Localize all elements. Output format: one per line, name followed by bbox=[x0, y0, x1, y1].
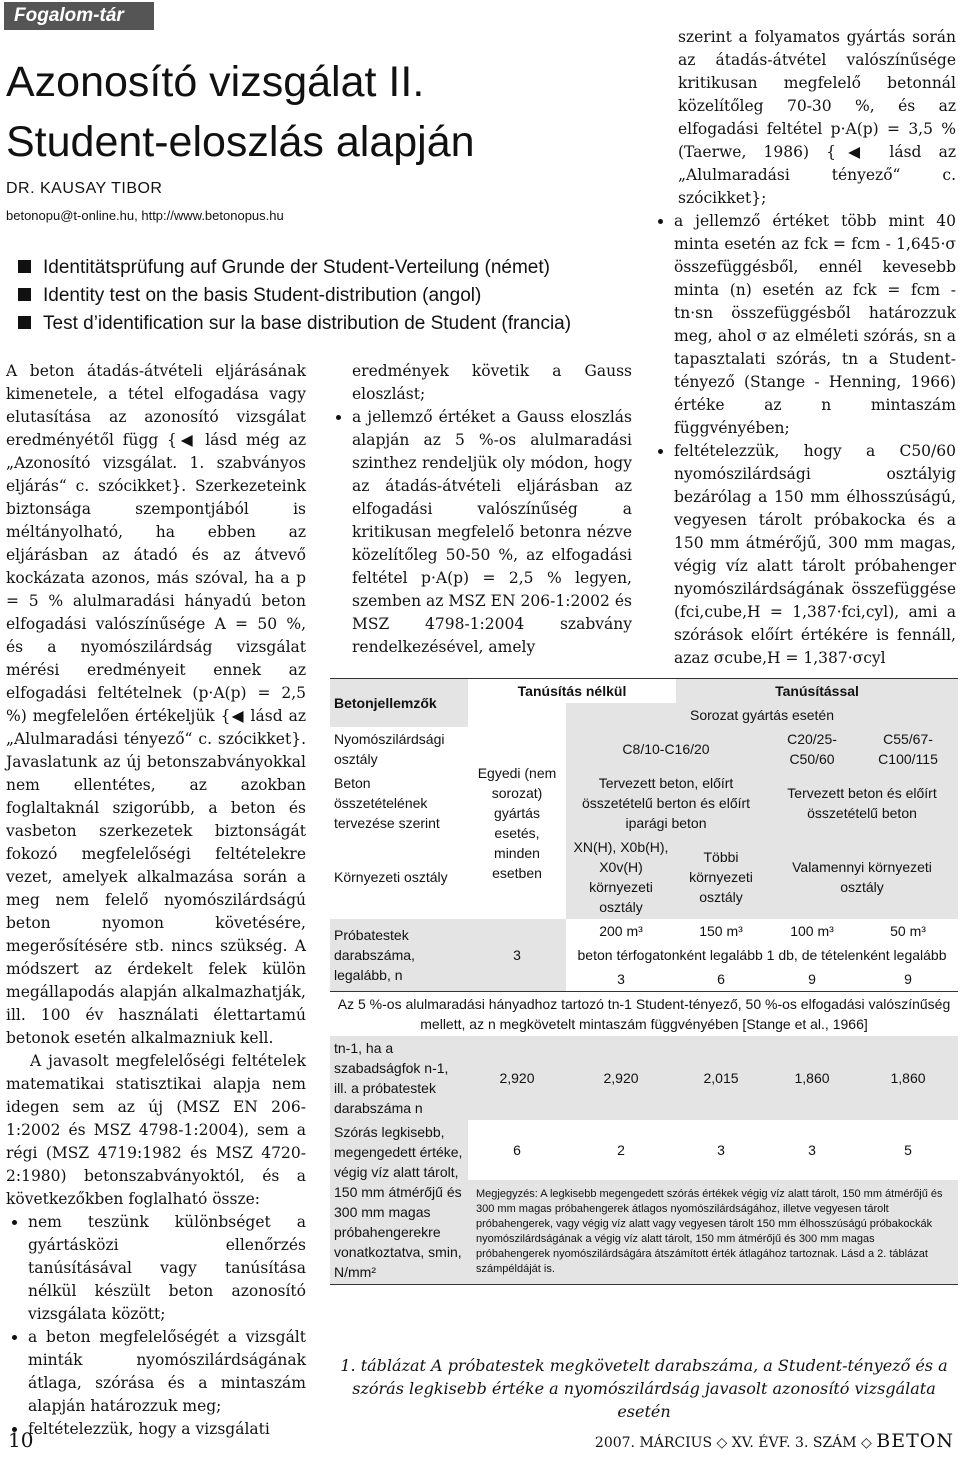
header-sorozat: Sorozat gyártás esetén bbox=[566, 703, 958, 727]
cell-c55: C55/67-C100/115 bbox=[858, 727, 958, 771]
column-3 bbox=[652, 26, 956, 670]
row-label-beton: Beton összetételének tervezése szerint bbox=[330, 771, 468, 835]
cell-n: 9 bbox=[858, 967, 958, 992]
cell-tn: 1,860 bbox=[858, 1036, 958, 1120]
translation-german: Identitätsprüfung auf Grunde der Student-Verteilung (német) bbox=[18, 254, 571, 282]
cell-tn: 2,920 bbox=[566, 1036, 676, 1120]
row-label-nyomoszilardsag: Nyomószilárdsági osztály bbox=[330, 727, 468, 771]
footer-journal: BETON bbox=[876, 1430, 954, 1452]
table-1 bbox=[330, 678, 958, 1285]
cell-student-intro: Az 5 %-os alulmaradási hányadhoz tartozó tn-1 Student-tényező, 50 %-os elfogadási valószínűség mellett, az n megkövetelt mintaszám függvényében [Stange et al., 1966] bbox=[330, 992, 958, 1037]
page-number: 10 bbox=[8, 1428, 34, 1452]
article-title bbox=[6, 52, 475, 172]
header-tanusitas-nelkul: Tanúsítás nélkül bbox=[468, 679, 676, 704]
col1-paragraph-2: A javasolt megfelelőségi feltételek matematikai statisztikai alapja nem idegen sem az új (MSZ EN 206-1:2002 és MSZ 4798-1:2004), sem a régi (MSZ 4719:1982 és MSZ 4720-2:1980) betonszabványoktól, és a következőkben foglalható össze: bbox=[6, 1052, 306, 1208]
cell-valamennyi: Valamennyi környezeti osztály bbox=[766, 835, 958, 919]
cell-smin: 3 bbox=[676, 1120, 766, 1180]
title-line-1: Azonosító vizsgálat II. bbox=[6, 58, 425, 106]
cell-n: 3 bbox=[566, 967, 676, 992]
cell-terfogat: beton térfogatonként legalább 1 db, de tételenként legalább bbox=[566, 943, 958, 967]
footer bbox=[595, 1430, 954, 1452]
cell-tervezett-2: Tervezett beton és előírt összetételű beton bbox=[766, 771, 958, 835]
author: DR. KAUSAY TIBOR bbox=[6, 180, 163, 197]
list-item: • a beton megfelelőségét a vizsgált minták nyomószilárdságának átlaga, szórása és a mintaszám alapján határozzuk meg; bbox=[28, 1326, 306, 1418]
column-1 bbox=[6, 360, 306, 1441]
col2-paragraph-1: eredmények követik a Gauss eloszlást; bbox=[352, 362, 632, 403]
category-tag: Fogalom-tár bbox=[4, 2, 154, 30]
cell-smin: 5 bbox=[858, 1120, 958, 1180]
cell-n: 6 bbox=[676, 967, 766, 992]
col3-paragraph-1: szerint a folyamatos gyártás során az átadás-átvétel valószínűsége kritikusan megfelelő betonnál közelítőleg 70-30 %, és az elfogadási feltétel p·A(p) = 3,5 % (Taerwe, 1986) {◀ lásd az „Alulmaradási tényező“ c. szócikket}; bbox=[678, 28, 956, 207]
author-contact[interactable]: betonopu@t-online.hu, http://www.betonopus.hu bbox=[6, 208, 284, 223]
cell-tn: 2,920 bbox=[468, 1036, 566, 1120]
cell-v50: 50 m³ bbox=[858, 919, 958, 943]
cell-smin: 6 bbox=[468, 1120, 566, 1180]
column-2 bbox=[330, 360, 632, 659]
cell-tervezett-1: Tervezett beton, előírt összetételű berton és előírt iparági beton bbox=[566, 771, 766, 835]
header-tanusitassal: Tanúsítással bbox=[676, 679, 958, 704]
col3-bullets bbox=[652, 210, 956, 670]
list-item: • nem teszünk különbséget a gyártásközi ellenőrzés tanúsításával vagy tanúsítása nélkül készült beton azonosító vizsgálata között; bbox=[28, 1211, 306, 1326]
row-label-tn: tn-1, ha a szabadságfok n-1, ill. a próbatestek darabszáma n bbox=[330, 1036, 468, 1120]
list-item: • feltételezzük, hogy a C50/60 nyomószilárdsági osztályig bezárólag a 150 mm élhosszúságú, vegyesen tárolt próbakocka és a 150 mm átmérőjű, 300 mm magas, végig víz alatt tárolt próbahenger nyomószilárdságának összefüggése (fci,cube,H = 1,387·fci,cyl), ami a szórások előírt értékére is fennáll, azaz σcube,H = 1,387·σcyl bbox=[674, 440, 956, 670]
col2-bullets bbox=[330, 406, 632, 659]
footer-issue: 2007. MÁRCIUS ◇ XV. ÉVF. 3. SZÁM ◇ bbox=[594, 1435, 872, 1451]
cell-xn: XN(H), X0b(H), X0v(H) környezeti osztály bbox=[566, 835, 676, 919]
cell-tobbi: Többi környezeti osztály bbox=[676, 835, 766, 919]
cell-proba-nelkul: 3 bbox=[468, 919, 566, 992]
list-item: • a jellemző értéket a Gauss eloszlás alapján az 5 %-os alulmaradási szinthez rendeljük oly módon, hogy az átadás-átvételi eljárásban az elfogadási valószínűség a kritikusan megfelelő betonra nézve közelítőleg 50-50 %, az elfogadási feltétel p·A(p) = 2,5 % legyen, szemben az MSZ EN 206-1:2002 és MSZ 4798-1:2004 szabvány rendelkezésével, amely bbox=[352, 406, 632, 659]
header-betonjellemzok: Betonjellemzők bbox=[330, 679, 468, 728]
cell-smin: 3 bbox=[766, 1120, 858, 1180]
col1-bullets bbox=[6, 1211, 306, 1441]
cell-c20: C20/25-C50/60 bbox=[766, 727, 858, 771]
cell-tn: 2,015 bbox=[676, 1036, 766, 1120]
row-label-kornyezeti: Környezeti osztály bbox=[330, 835, 468, 919]
cell-v200: 200 m³ bbox=[566, 919, 676, 943]
cell-v100: 100 m³ bbox=[766, 919, 858, 943]
square-bullet-icon bbox=[18, 288, 31, 301]
cell-smin: 2 bbox=[566, 1120, 676, 1180]
table-caption: 1. táblázat A próbatestek megkövetelt darabszáma, a Student-tényező és a szórás legkisebb értéke a nyomószilárdság javasolt azonosító vizsgálata esetén bbox=[340, 1356, 948, 1421]
cell-c8: C8/10-C16/20 bbox=[566, 727, 766, 771]
translations-list bbox=[18, 254, 571, 338]
cell-v150: 150 m³ bbox=[676, 919, 766, 943]
table-note: Megjegyzés: A legkisebb megengedett szórás értékek végig víz alatt tárolt, 150 mm átmérőjű és 300 mm magas próbahengerek átlagos nyomószilárdságához, illetve vegyesen tárolt próbahengerek, vagy végig víz alatt vagy vegyesen tárolt 150 mm élhosszúságú próbakockák nyomószilárdságának a végig víz alatt tárolt, 150 mm átmérőjű és 300 mm magas próbahengerek nyomószilárdságára átszámított érték átlagához tartoznak. Lásd a 2. táblázat számpéldáját is. bbox=[468, 1180, 958, 1285]
title-line-2: Student-eloszlás alapján bbox=[6, 118, 475, 166]
col1-paragraph-1: A beton átadás-átvételi eljárásának kimenetele, a tétel elfogadása vagy elutasítása az azonosító vizsgálat eredményétől függ {◀ lásd még az „Azonosító vizsgálat. 1. szabványos eljárás“ c. szócikket}. Szerkezeteink biztonsága szempontjából is méltányolható, ha ebben az eljárásban az átadó és az átvevő kockázata azonos, más szóval, ha a p = 5 % alulmaradási hányadú beton elfogadási valószínűsége A = 50 %, és a nyomószilárdság vizsgálat mérési eredményeit ennek az elfogadási feltételnek (p·A(p) = 2,5 %) megfelelően értékeljük {◀ lásd az „Alulmaradási tényező“ c. szócikket}. Javaslatunk az új betonszabványokkal nem ellentétes, az azokban foglaltaknál szigorúbb, a beton és vasbeton szerkezetek biztonságát fokozó megfelelőségi feltételekre vezet, amelyek alkalmazása során a meg nem felelő nyomószilárdságú beton nyomon követésére, megerősítésére stb. nincs szükség. A módszert az érdekelt felek külön megállapodás alapján alkalmazhatják, ill. 100 év használati élettartamú betonok esetén alkalmazniuk kell. bbox=[6, 362, 306, 1047]
square-bullet-icon bbox=[18, 316, 31, 329]
cell-tn: 1,860 bbox=[766, 1036, 858, 1120]
translation-english: Identity test on the basis Student-distribution (angol) bbox=[18, 282, 571, 310]
cell-egyedi: Egyedi (nem sorozat) gyártás esetés, minden esetben bbox=[468, 727, 566, 919]
translation-french: Test d’identification sur la base distribution de Student (francia) bbox=[18, 310, 571, 338]
row-label-probatestek: Próbatestek darabszáma, legalább, n bbox=[330, 919, 468, 992]
square-bullet-icon bbox=[18, 260, 31, 273]
row-label-szoras: Szórás legkisebb, megengedett értéke, végig víz alatt tárolt, 150 mm átmérőjű és 300 mm magas próbahengerekre vonatkoztatva, smin, N/mm² bbox=[330, 1120, 468, 1285]
list-item: • a jellemző értéket több mint 40 minta esetén az fck = fcm - 1,645·σ összefüggésből, ennél kevesebb minta (n) esetén az fck = fcm - tn·sn összefüggésből határozzuk meg, ahol σ az elméleti szórás, sn a tapasztalati szórás, tn a Student-tényező (Stange - Henning, 1966) értéke az n mintaszám függvényében; bbox=[674, 210, 956, 440]
list-item: • feltételezzük, hogy a vizsgálati bbox=[28, 1418, 306, 1441]
cell-n: 9 bbox=[766, 967, 858, 992]
